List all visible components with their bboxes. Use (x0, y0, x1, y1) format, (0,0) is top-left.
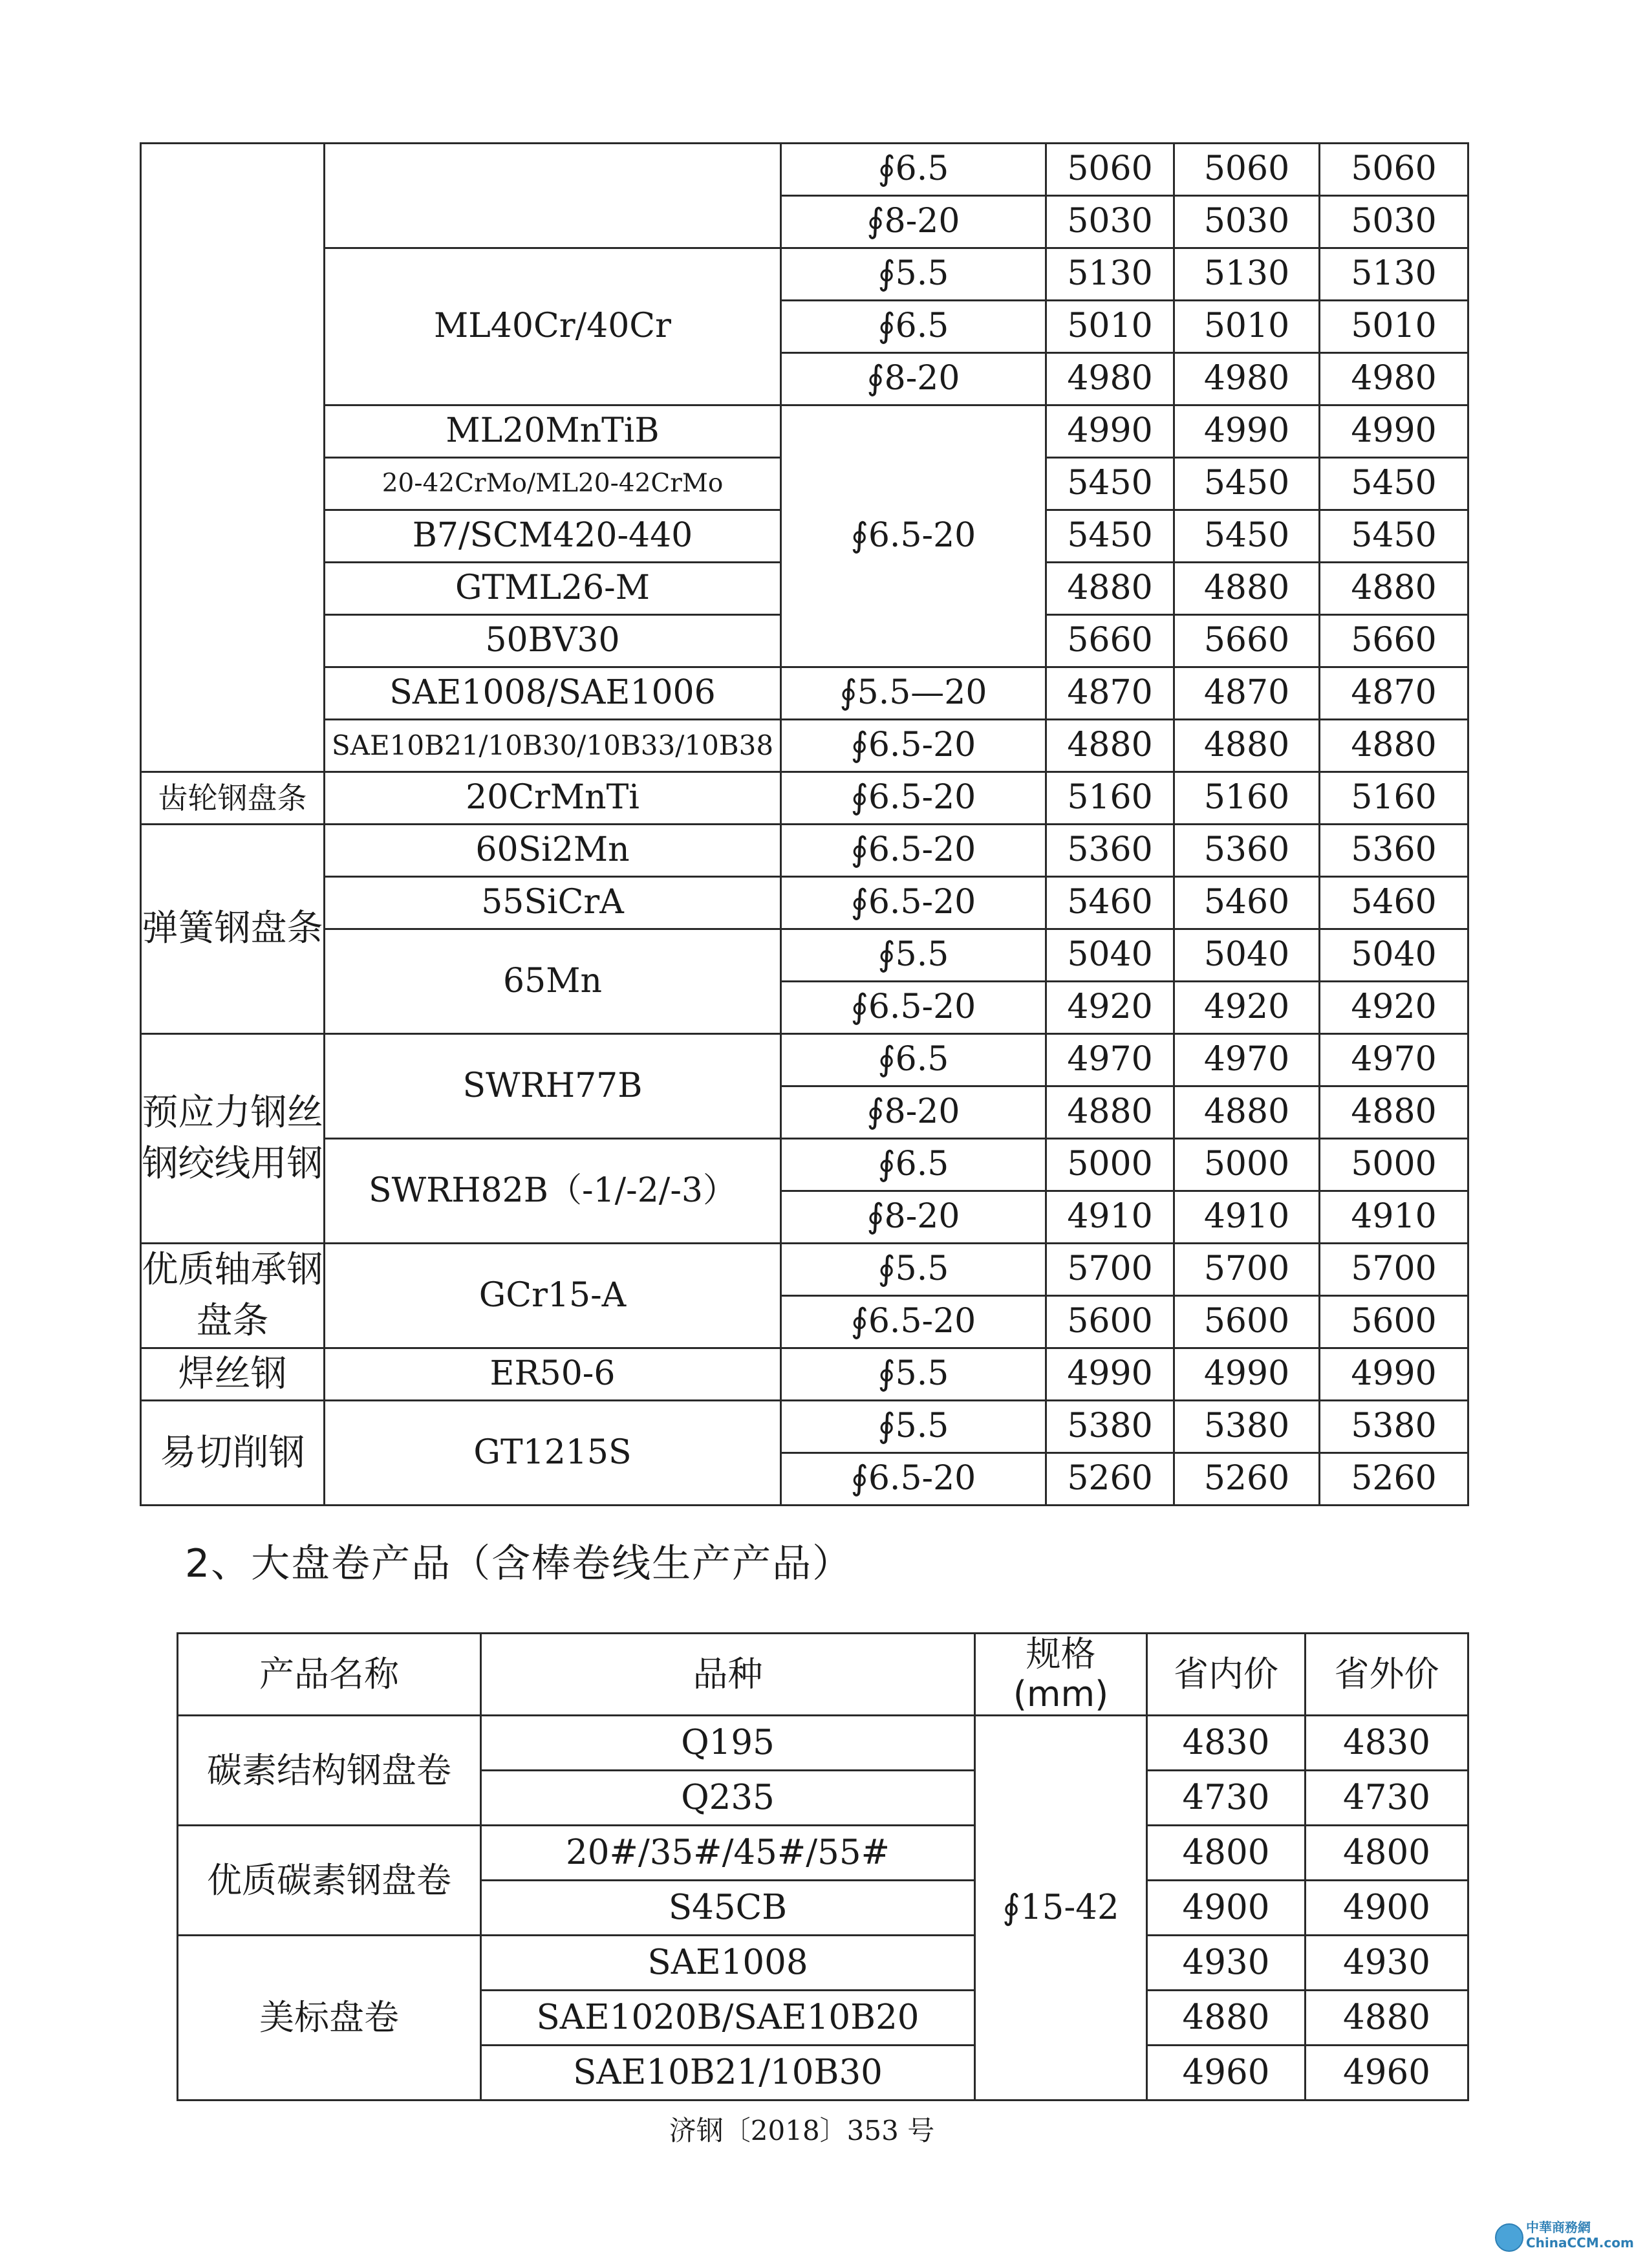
variety-cell: SAE10B21/10B30/10B33/10B38 (325, 720, 781, 772)
product-group-cell: 齿轮钢盘条 (141, 772, 325, 825)
price-cell: 4910 (1046, 1191, 1174, 1244)
spec-cell: ∮5.5 (781, 1244, 1046, 1296)
price-cell: 5160 (1320, 772, 1468, 825)
spec-cell: ∮6.5-20 (781, 772, 1046, 825)
price-cell: 5360 (1046, 825, 1174, 877)
variety-cell: GCr15-A (325, 1244, 781, 1348)
variety-cell: SAE10B21/10B30 (481, 2046, 975, 2101)
spec-cell: ∮8-20 (781, 196, 1046, 248)
variety-cell: SAE1020B/SAE10B20 (481, 1991, 975, 2046)
price-cell: 5660 (1320, 615, 1468, 667)
table-row (141, 772, 1468, 825)
table-row (141, 667, 1468, 720)
domestic-price-cell: 4900 (1147, 1881, 1306, 1936)
table-row (141, 1348, 1468, 1401)
spec-cell: ∮6.5-20 (781, 1453, 1046, 1506)
price-cell: 5380 (1320, 1401, 1468, 1453)
price-cell: 5700 (1046, 1244, 1174, 1296)
price-cell: 5700 (1174, 1244, 1320, 1296)
product-name-cell: 美标盘卷 (178, 1936, 481, 2101)
table-row (141, 1139, 1468, 1191)
variety-cell: GT1215S (325, 1401, 781, 1506)
price-cell: 5060 (1174, 144, 1320, 196)
price-cell: 5260 (1046, 1453, 1174, 1506)
chinaccm-watermark (1495, 2219, 1634, 2258)
spec-cell: ∮6.5 (781, 1034, 1046, 1086)
price-cell: 5460 (1320, 877, 1468, 929)
price-cell: 4880 (1174, 563, 1320, 615)
variety-cell: 20-42CrMo/ML20-42CrMo (325, 458, 781, 510)
product-group-cell: 优质轴承钢盘条 (141, 1244, 325, 1348)
price-cell: 5450 (1320, 458, 1468, 510)
table-row (141, 720, 1468, 772)
price-cell: 5010 (1174, 301, 1320, 353)
price-cell: 5130 (1046, 248, 1174, 301)
product-group-cell: 易切削钢 (141, 1401, 325, 1506)
product-group-cell: 弹簧钢盘条 (141, 825, 325, 1034)
table-row (141, 248, 1468, 301)
price-cell: 4970 (1046, 1034, 1174, 1086)
table-row (141, 877, 1468, 929)
price-cell: 5060 (1320, 144, 1468, 196)
price-cell: 5010 (1046, 301, 1174, 353)
variety-cell: ML40Cr/40Cr (325, 248, 781, 405)
price-cell: 4910 (1174, 1191, 1320, 1244)
price-cell: 5160 (1174, 772, 1320, 825)
variety-cell: S45CB (481, 1881, 975, 1936)
price-cell: 4880 (1320, 1086, 1468, 1139)
header-variety: 品种 (481, 1634, 975, 1716)
watermark-line2: ChinaCCM.com (1526, 2235, 1634, 2251)
variety-cell: SWRH77B (325, 1034, 781, 1139)
table-header-row (178, 1634, 1468, 1716)
price-cell: 4970 (1320, 1034, 1468, 1086)
price-cell: 5060 (1046, 144, 1174, 196)
product-name-cell: 碳素结构钢盘卷 (178, 1716, 481, 1826)
header-domestic-price: 省内价 (1147, 1634, 1306, 1716)
external-price-cell: 4830 (1306, 1716, 1468, 1771)
price-cell: 4880 (1046, 563, 1174, 615)
watermark-text (1526, 2219, 1634, 2251)
price-cell: 4990 (1320, 405, 1468, 458)
variety-cell: ER50-6 (325, 1348, 781, 1401)
price-cell: 4970 (1174, 1034, 1320, 1086)
spec-cell: ∮6.5 (781, 1139, 1046, 1191)
spec-cell: ∮5.5 (781, 248, 1046, 301)
document-number-footer: 济钢〔2018〕353 号 (669, 2115, 935, 2146)
price-cell: 5040 (1320, 929, 1468, 982)
price-cell: 4870 (1174, 667, 1320, 720)
price-cell: 4880 (1174, 1086, 1320, 1139)
price-cell: 4920 (1046, 982, 1174, 1034)
product-group-cell: 预应力钢丝钢绞线用钢 (141, 1034, 325, 1244)
table-row (141, 1401, 1468, 1453)
price-cell: 5380 (1174, 1401, 1320, 1453)
price-cell: 5450 (1174, 510, 1320, 563)
price-cell: 5450 (1046, 458, 1174, 510)
variety-cell: B7/SCM420-440 (325, 510, 781, 563)
price-cell: 5260 (1174, 1453, 1320, 1506)
variety-cell: Q195 (481, 1716, 975, 1771)
header-product-name: 产品名称 (178, 1634, 481, 1716)
external-price-cell: 4800 (1306, 1826, 1468, 1881)
variety-cell: SAE1008 (481, 1936, 975, 1991)
domestic-price-cell: 4830 (1147, 1716, 1306, 1771)
price-cell: 5030 (1174, 196, 1320, 248)
table-row (178, 1826, 1468, 1881)
price-cell: 5030 (1320, 196, 1468, 248)
table-row (141, 1244, 1468, 1296)
price-cell: 5040 (1046, 929, 1174, 982)
variety-cell: 20CrMnTi (325, 772, 781, 825)
price-cell: 5660 (1046, 615, 1174, 667)
variety-cell: 20#/35#/45#/55# (481, 1826, 975, 1881)
section-heading-coil-products: 2、大盘卷产品（含棒卷线生产产品） (185, 1541, 853, 1586)
spec-cell: ∮8-20 (781, 1086, 1046, 1139)
domestic-price-cell: 4880 (1147, 1991, 1306, 2046)
spec-cell: ∮5.5 (781, 1401, 1046, 1453)
price-table-wire-rod (140, 142, 1469, 1506)
spec-cell: ∮8-20 (781, 353, 1046, 405)
price-cell: 4870 (1320, 667, 1468, 720)
table-row (178, 1936, 1468, 1991)
external-price-cell: 4880 (1306, 1991, 1468, 2046)
price-cell: 4870 (1046, 667, 1174, 720)
variety-cell: GTML26-M (325, 563, 781, 615)
price-cell: 5360 (1320, 825, 1468, 877)
price-cell: 5130 (1320, 248, 1468, 301)
table-row (141, 1034, 1468, 1086)
price-cell: 5130 (1174, 248, 1320, 301)
external-price-cell: 4930 (1306, 1936, 1468, 1991)
domestic-price-cell: 4930 (1147, 1936, 1306, 1991)
external-price-cell: 4730 (1306, 1771, 1468, 1826)
price-cell: 5460 (1046, 877, 1174, 929)
variety-cell: ML20MnTiB (325, 405, 781, 458)
spec-cell: ∮6.5-20 (781, 1296, 1046, 1348)
price-cell: 4880 (1046, 720, 1174, 772)
price-cell: 5380 (1046, 1401, 1174, 1453)
variety-cell: 50BV30 (325, 615, 781, 667)
price-cell: 4980 (1320, 353, 1468, 405)
price-cell: 4920 (1320, 982, 1468, 1034)
price-cell: 4990 (1174, 1348, 1320, 1401)
domestic-price-cell: 4730 (1147, 1771, 1306, 1826)
product-name-cell: 优质碳素钢盘卷 (178, 1826, 481, 1936)
watermark-line1: 中華商務網 (1526, 2219, 1591, 2235)
header-spec (975, 1634, 1147, 1716)
table-row (141, 144, 1468, 196)
price-cell: 4990 (1046, 405, 1174, 458)
spec-cell: ∮5.5—20 (781, 667, 1046, 720)
header-spec-unit: (mm) (1013, 1674, 1109, 1715)
table-row (141, 405, 1468, 458)
price-cell: 5460 (1174, 877, 1320, 929)
price-cell: 4910 (1320, 1191, 1468, 1244)
price-cell: 5160 (1046, 772, 1174, 825)
price-cell: 5260 (1320, 1453, 1468, 1506)
price-cell: 5450 (1320, 510, 1468, 563)
spec-cell: ∮6.5 (781, 301, 1046, 353)
variety-cell (325, 144, 781, 248)
price-cell: 4990 (1046, 1348, 1174, 1401)
spec-cell: ∮5.5 (781, 1348, 1046, 1401)
price-cell: 5450 (1046, 510, 1174, 563)
price-cell: 5600 (1046, 1296, 1174, 1348)
product-group-cell: 焊丝钢 (141, 1348, 325, 1401)
spec-cell: ∮8-20 (781, 1191, 1046, 1244)
price-cell: 4990 (1174, 405, 1320, 458)
price-cell: 5010 (1320, 301, 1468, 353)
table-row (141, 825, 1468, 877)
price-cell: 5000 (1046, 1139, 1174, 1191)
price-cell: 5000 (1174, 1139, 1320, 1191)
product-group-cell (141, 144, 325, 772)
price-cell: 5030 (1046, 196, 1174, 248)
price-table-large-coil (177, 1632, 1469, 2101)
price-cell: 5600 (1174, 1296, 1320, 1348)
variety-cell: 55SiCrA (325, 877, 781, 929)
variety-cell: SAE1008/SAE1006 (325, 667, 781, 720)
external-price-cell: 4960 (1306, 2046, 1468, 2101)
external-price-cell: 4900 (1306, 1881, 1468, 1936)
price-cell: 4880 (1320, 720, 1468, 772)
price-cell: 5600 (1320, 1296, 1468, 1348)
table-row (141, 929, 1468, 982)
spec-cell: ∮6.5-20 (781, 982, 1046, 1034)
price-cell: 4980 (1174, 353, 1320, 405)
price-cell: 5040 (1174, 929, 1320, 982)
variety-cell: 65Mn (325, 929, 781, 1034)
price-cell: 4880 (1046, 1086, 1174, 1139)
table-row (178, 1716, 1468, 1771)
spec-cell: ∮6.5 (781, 144, 1046, 196)
price-cell: 4920 (1174, 982, 1320, 1034)
price-cell: 5700 (1320, 1244, 1468, 1296)
price-cell: 5360 (1174, 825, 1320, 877)
price-cell: 4980 (1046, 353, 1174, 405)
variety-cell: Q235 (481, 1771, 975, 1826)
spec-cell: ∮6.5-20 (781, 720, 1046, 772)
spec-cell: ∮6.5-20 (781, 877, 1046, 929)
price-cell: 5000 (1320, 1139, 1468, 1191)
header-external-price: 省外价 (1306, 1634, 1468, 1716)
variety-cell: SWRH82B（-1/-2/-3） (325, 1139, 781, 1244)
price-cell: 4880 (1320, 563, 1468, 615)
spec-cell: ∮6.5-20 (781, 825, 1046, 877)
price-cell: 4990 (1320, 1348, 1468, 1401)
spec-cell: ∮5.5 (781, 929, 1046, 982)
domestic-price-cell: 4800 (1147, 1826, 1306, 1881)
globe-icon (1495, 2223, 1523, 2252)
price-cell: 4880 (1174, 720, 1320, 772)
header-spec-label: 规格 (1026, 1634, 1096, 1674)
spec-cell: ∮6.5-20 (781, 405, 1046, 667)
price-cell: 5450 (1174, 458, 1320, 510)
variety-cell: 60Si2Mn (325, 825, 781, 877)
domestic-price-cell: 4960 (1147, 2046, 1306, 2101)
spec-cell: ∮15-42 (975, 1716, 1147, 2101)
price-cell: 5660 (1174, 615, 1320, 667)
